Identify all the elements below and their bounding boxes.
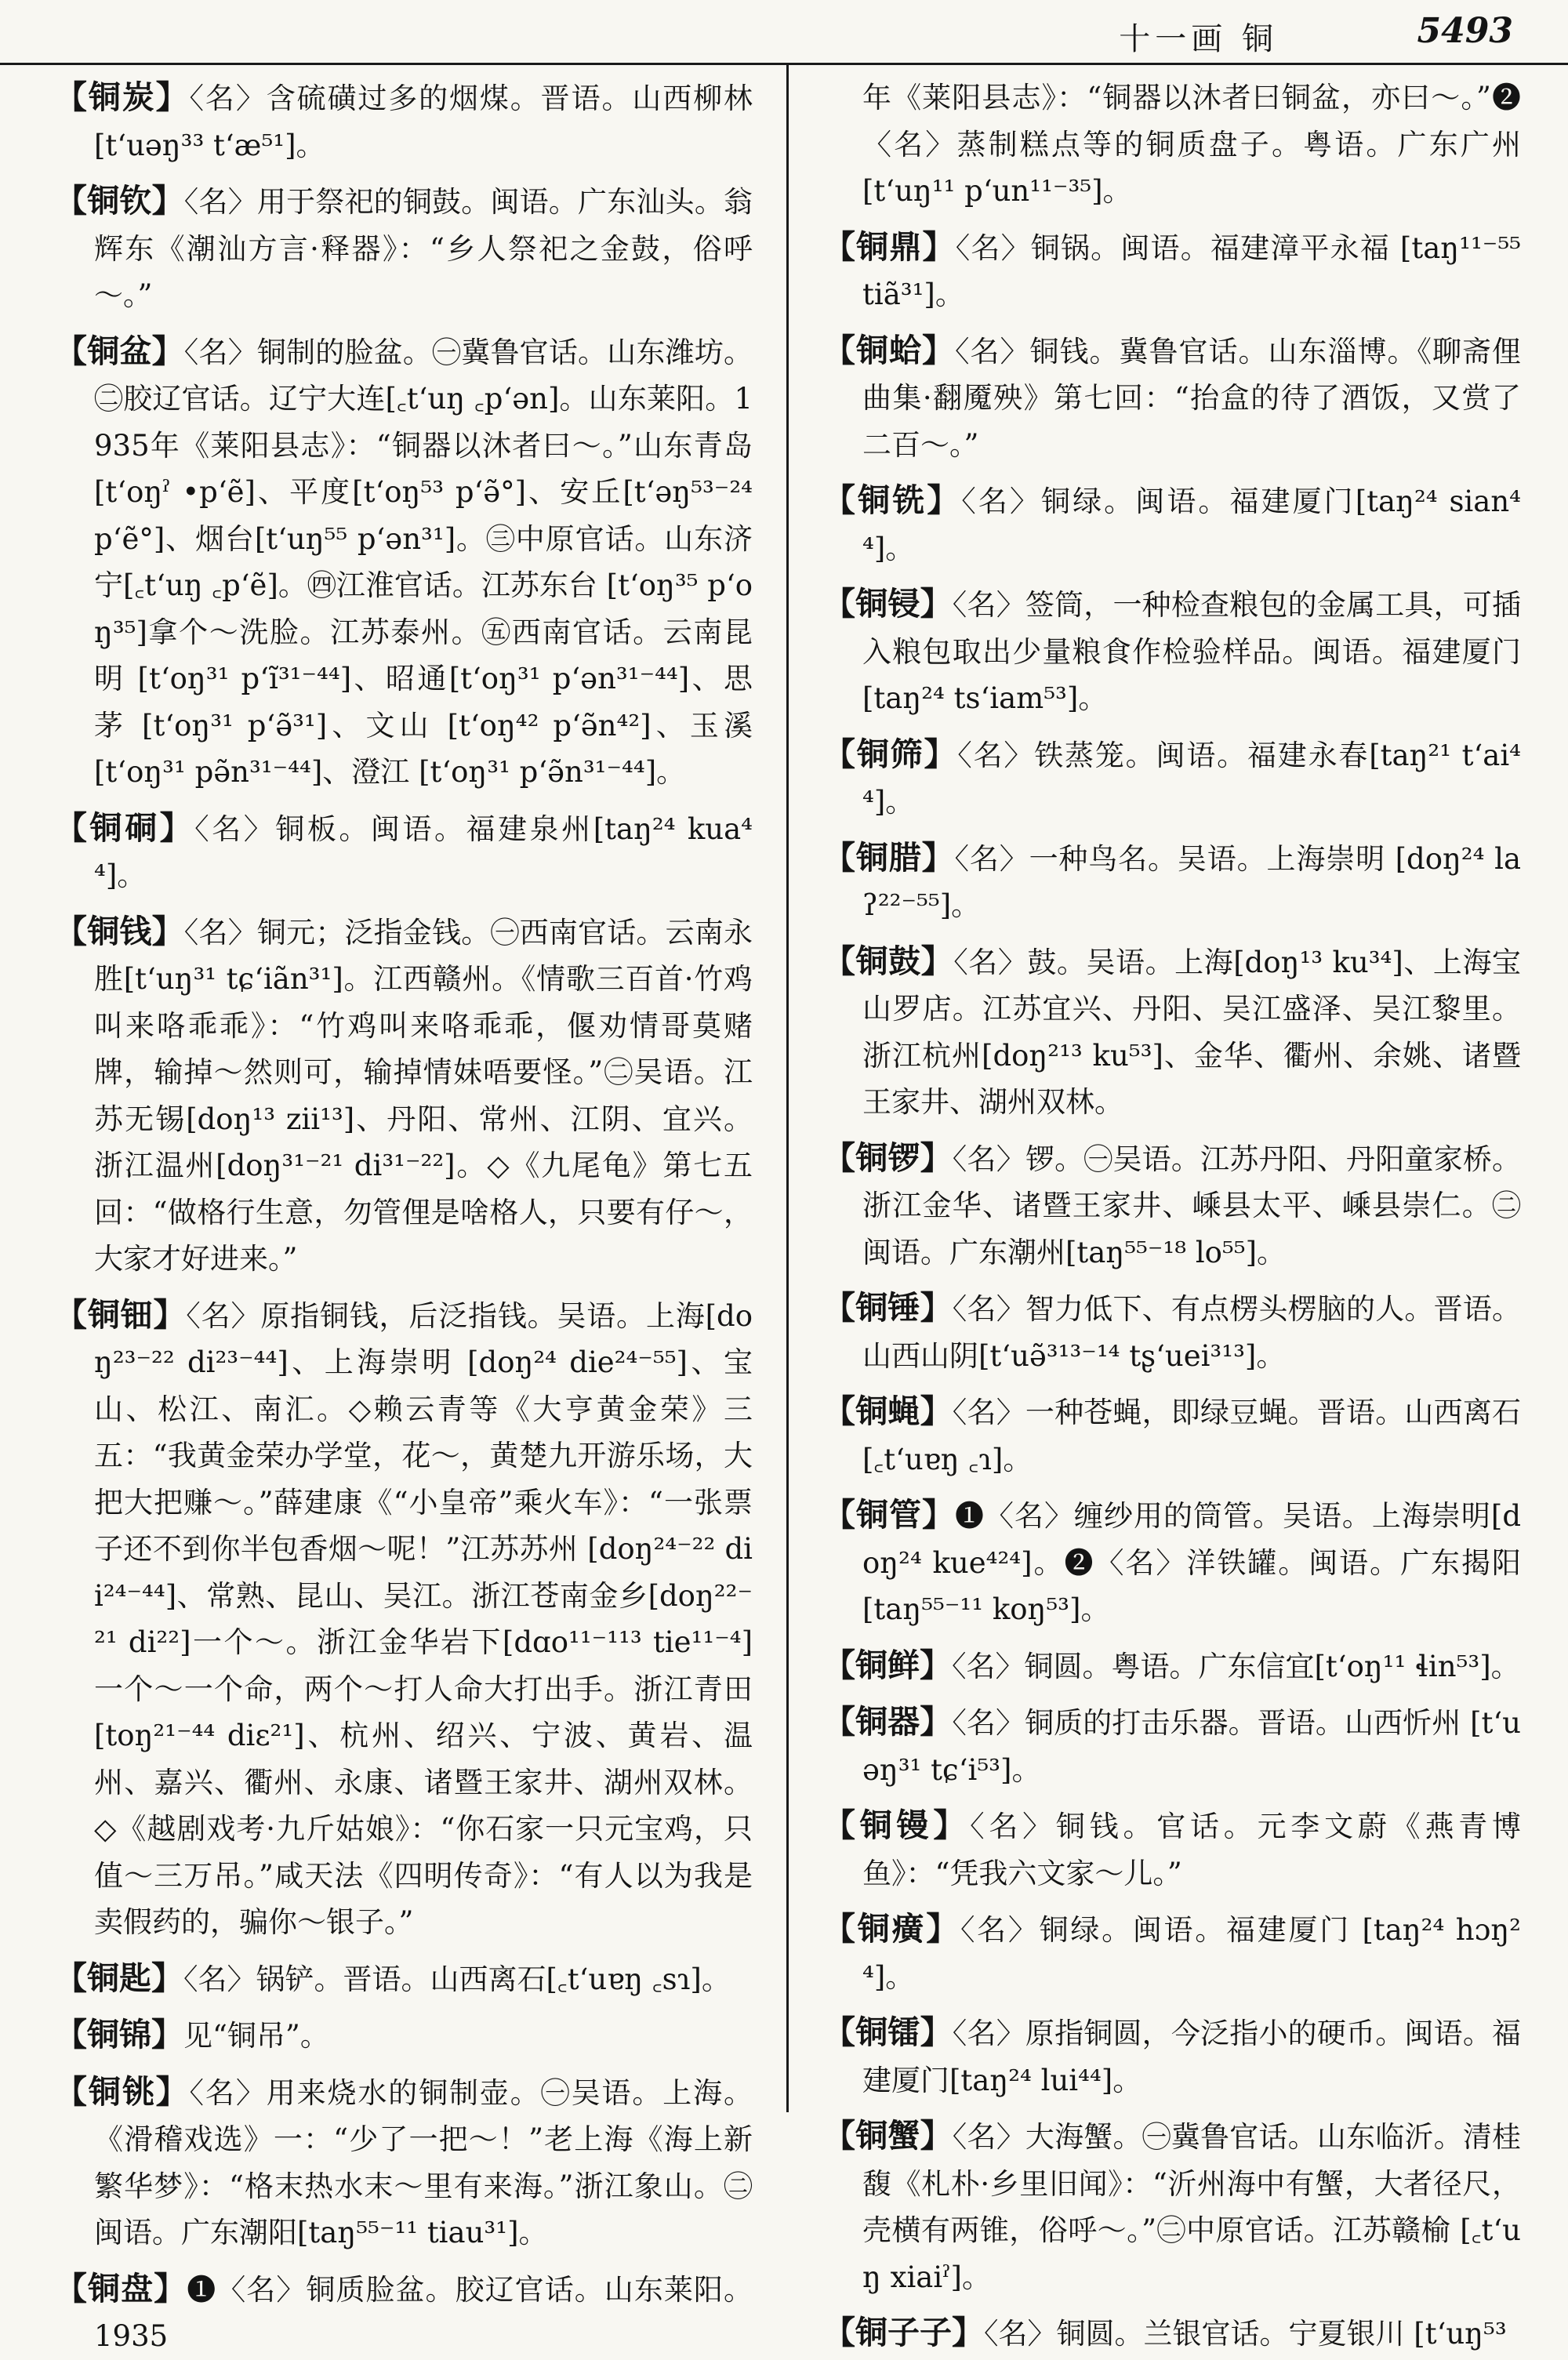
definition: 〈名〉用来烧水的铜制壶。㊀吴语。上海。《滑稽戏选》一：“少了一把～！”老上海《海上新繁华梦》：“格末热水末～里有来海。”浙江象山。㊁闽语。广东潮阳[taŋ⁵⁵⁻¹¹ tiau³¹]。 bbox=[94, 2075, 753, 2249]
headword: 【铜鼓】 bbox=[823, 942, 954, 980]
dictionary-entry bbox=[823, 1135, 1521, 1276]
headword: 【铜筛】 bbox=[823, 735, 958, 773]
page-number: 5493 bbox=[1417, 11, 1513, 51]
headword: 【铜蝇】 bbox=[823, 1392, 953, 1430]
definition: 〈名〉签筒，一种检查粮包的金属工具，可插入粮包取出少量粮食作检验样品。闽语。福建厦门 [taŋ²⁴ ts‘iam⁵³]。 bbox=[862, 588, 1522, 715]
definition: 〈名〉铜元；泛指金钱。㊀西南官话。云南永胜[t‘uŋ³¹ tɕ‘iãn³¹]。江西赣州。《情歌三百首·竹鸡叫来咯乖乖》：“竹鸡叫来咯乖乖，偃劝情哥莫赌牌，输掉～然则可，输掉情妹唔要怪。”㊁吴语。江苏无锡[doŋ¹³ zii¹³]、丹阳、常州、江阴、宜兴。浙江温州[doŋ³¹⁻²¹ di³¹⁻²²]。◇《九尾龟》第七五回：“做格行生意，勿管俚是啥格人，只要有仔～，大家才好进来。” bbox=[94, 915, 753, 1276]
dictionary-entry bbox=[55, 1292, 753, 1946]
definition: 〈名〉铜锅。闽语。福建漳平永福 [taŋ¹¹⁻⁵⁵ tiã³¹]。 bbox=[862, 231, 1521, 311]
definition: 〈名〉一种苍蝇，即绿豆蝇。晋语。山西离石[꜀t‘uɐŋ ꜀ɿ]。 bbox=[862, 1396, 1522, 1476]
dictionary-entry bbox=[823, 1643, 1521, 1690]
headword: 【铜蛤】 bbox=[823, 331, 955, 369]
headword: 【铜锣】 bbox=[823, 1138, 953, 1177]
headword: 【铜钱】 bbox=[55, 912, 184, 950]
left-column bbox=[55, 74, 753, 2353]
definition: 〈名〉铁蒸笼。闽语。福建永春[taŋ²¹ t‘ai⁴⁴]。 bbox=[862, 738, 1522, 819]
headword: 【铜钦】 bbox=[55, 182, 184, 220]
definition: 〈名〉锣。㊀吴语。江苏丹阳、丹阳童家桥。浙江金华、诸暨王家井、嵊县太平、嵊县崇仁。㊁闽语。广东潮州[taŋ⁵⁵⁻¹⁸ lo⁵⁵]。 bbox=[862, 1142, 1522, 1269]
definition: 〈名〉铜圆。粤语。广东信宜[t‘oŋ¹¹ ɬin⁵³]。 bbox=[952, 1649, 1520, 1683]
definition: 〈名〉鼓。吴语。上海[doŋ¹³ ku³⁴]、上海宝山罗店。江苏宜兴、丹阳、吴江盛泽、吴江黎里。浙江杭州[doŋ²¹³ ku⁵³]、金华、衢州、余姚、诸暨王家井、湖州双林。 bbox=[862, 945, 1521, 1119]
dictionary-entry bbox=[823, 2310, 1521, 2358]
dictionary-entry bbox=[823, 477, 1521, 572]
definition: ❶〈名〉缠纱用的筒管。吴语。上海崇明[doŋ²⁴ kue⁴²⁴]。❷〈名〉洋铁罐。闽语。广东揭阳 [taŋ⁵⁵⁻¹¹ koŋ⁵³]。 bbox=[862, 1499, 1522, 1626]
dictionary-entry bbox=[823, 1699, 1521, 1793]
definition: 〈名〉大海蟹。㊀冀鲁官话。山东临沂。清桂馥《札朴·乡里旧闻》：“沂州海中有蟹，大者径尺，壳横有两锥，俗呼～。”㊁中原官话。江苏赣榆 [꜀t‘uŋ xiaiˀ]。 bbox=[862, 2120, 1522, 2294]
headword: 【铜盆】 bbox=[55, 332, 184, 370]
dictionary-entry bbox=[823, 2113, 1521, 2300]
column-divider bbox=[786, 64, 789, 2112]
headword: 【铜锤】 bbox=[823, 1289, 953, 1327]
definition: 〈名〉智力低下、有点楞头楞脑的人。晋语。山西山阴[t‘uə̃³¹³⁻¹⁴ tʂ‘uei³¹³]。 bbox=[862, 1292, 1522, 1373]
headword: 【铜锦】 bbox=[55, 2016, 183, 2053]
definition: 〈名〉铜绿。闽语。福建厦门 [taŋ²⁴ hɔŋ²⁴]。 bbox=[862, 1913, 1522, 1994]
headword: 【铜腊】 bbox=[823, 838, 955, 877]
headword: 【铜锓】 bbox=[823, 585, 953, 623]
headword: 【铜镘】 bbox=[823, 1806, 971, 1844]
dictionary-entry bbox=[55, 805, 753, 899]
right-column bbox=[823, 74, 1522, 2351]
dictionary-entry bbox=[823, 835, 1521, 929]
headword: 【铜钿】 bbox=[55, 1295, 187, 1334]
headword: 【铜硐】 bbox=[55, 808, 195, 847]
dictionary-entry bbox=[823, 1803, 1521, 1897]
headword: 【铜器】 bbox=[823, 1703, 953, 1741]
dictionary-entry bbox=[55, 178, 753, 319]
dictionary-entry bbox=[823, 224, 1521, 318]
dictionary-entry bbox=[823, 1285, 1521, 1379]
headword: 【铜管】 bbox=[823, 1496, 955, 1534]
dictionary-entry bbox=[823, 1492, 1521, 1633]
headword: 【铜铫】 bbox=[55, 2072, 190, 2111]
definition: 〈名〉铜钱。官话。元李文蔚《燕青博鱼》：“凭我六文家～儿。” bbox=[862, 1810, 1522, 1890]
definition: 〈名〉铜质的打击乐器。晋语。山西忻州 [t‘uəŋ³¹ tɕ‘i⁵³]。 bbox=[862, 1706, 1522, 1787]
headword: 【铜铣】 bbox=[823, 481, 962, 519]
definition: 见“铜吊”。 bbox=[183, 2019, 329, 2053]
headword: 【铜蟹】 bbox=[823, 2117, 953, 2155]
dictionary-entry bbox=[55, 909, 753, 1283]
dictionary-entry bbox=[823, 1389, 1521, 1483]
dictionary-entry bbox=[823, 581, 1521, 722]
definition: 〈名〉原指铜钱，后泛指钱。吴语。上海[doŋ²³⁻²² di²³⁻⁴⁴]、上海崇明 [doŋ²⁴ die²⁴⁻⁵⁵]、宝山、松江、南汇。◇赖云青等《大亨黄金荣》三五：“我黄金荣办学堂，花～，黄楚九开游乐场，大把大把赚～。”薛建康《“小皇帝”乘火车》：“一张票子还不到你半包香烟～呢！”江苏苏州 [doŋ²⁴⁻²² dii²⁴⁻⁴⁴]、常熟、昆山、吴江。浙江苍南金乡[doŋ²²⁻²¹ di²²]一个～。浙江金华岩下[dɑo¹¹⁻¹¹³ tie¹¹⁻⁴]一个～一个命，两个～打人命大打出手。浙江青田[toŋ²¹⁻⁴⁴ diɛ²¹]、杭州、绍兴、宁波、黄岩、温州、嘉兴、衢州、永康、诸暨王家井、湖州双林。◇《越剧戏考·九斤姑娘》：“你石家一只元宝鸡，只值～三万吊。”咸天法《四明传奇》：“有人以为我是卖假药的，骗你～银子。” bbox=[94, 1298, 753, 1939]
definition: 〈名〉用于祭祀的铜鼓。闽语。广东汕头。翁辉东《潮汕方言·释器》：“乡人祭祀之金鼓，俗呼～。” bbox=[94, 185, 753, 312]
definition: 〈名〉原指铜圆，今泛指小的硬币。闽语。福建厦门[taŋ²⁴ lui⁴⁴]。 bbox=[862, 2017, 1522, 2097]
dictionary-entry bbox=[823, 328, 1521, 469]
definition: 〈名〉铜圆。兰银官话。宁夏银川 [t‘uŋ⁵³ bbox=[984, 2317, 1507, 2351]
dictionary-entry bbox=[55, 2266, 753, 2360]
page-header bbox=[0, 0, 1568, 65]
headword: 【铜镭】 bbox=[823, 2013, 953, 2051]
dictionary-entry bbox=[823, 939, 1521, 1126]
definition: 〈名〉铜板。闽语。福建泉州[taŋ²⁴ kua⁴⁴]。 bbox=[94, 811, 753, 892]
dictionary-entry bbox=[823, 2010, 1521, 2104]
dictionary-entry bbox=[55, 1955, 753, 2003]
dictionary-entry bbox=[55, 2069, 753, 2257]
dictionary-entry bbox=[823, 1906, 1521, 2000]
definition: 〈名〉一种鸟名。吴语。上海崇明 [doŋ²⁴ laʔ²²⁻⁵⁵]。 bbox=[862, 841, 1521, 922]
dictionary-entry bbox=[823, 732, 1521, 826]
dictionary-entry bbox=[55, 2012, 753, 2060]
headword: 【铜鲜】 bbox=[823, 1646, 952, 1684]
headword: 【铜匙】 bbox=[55, 1959, 183, 1997]
dictionary-entry bbox=[55, 74, 753, 169]
headword: 【铜癀】 bbox=[823, 1910, 960, 1948]
definition: 〈名〉含硫磺过多的烟煤。晋语。山西柳林[t‘uəŋ³³ t‘æ⁵¹]。 bbox=[94, 82, 753, 162]
continued-entry-text: 年《莱阳县志》：“铜器以沐者曰铜盆，亦曰～。”❷〈名〉蒸制糕点等的铜质盘子。粤语。广东广州 [t‘uŋ¹¹ p‘un¹¹⁻³⁵]。 bbox=[862, 81, 1521, 208]
headword: 【铜子子】 bbox=[823, 2314, 984, 2351]
running-header-title: 十一画 铜 bbox=[1119, 21, 1278, 57]
definition: 〈名〉铜钱。冀鲁官话。山东淄博。《聊斋俚曲集·翻魇殃》第七回：“抬盒的待了酒饭，又赏了二百～。” bbox=[862, 334, 1521, 462]
definition: ❶〈名〉铜质脸盆。胶辽官话。山东莱阳。1935 bbox=[94, 2272, 753, 2353]
definition: 〈名〉铜绿。闽语。福建厦门[taŋ²⁴ sian⁴⁴]。 bbox=[862, 485, 1521, 565]
definition: 〈名〉铜制的脸盆。㊀冀鲁官话。山东潍坊。㊁胶辽官话。辽宁大连[꜀t‘uŋ ꜀p‘ən]。山东莱阳。1935年《莱阳县志》：“铜器以沐者曰～。”山东青岛 [t‘oŋˀ •p‘ẽ]、平度[t‘oŋ⁵³ p‘ə̃°]、安丘[t‘əŋ⁵³⁻²⁴ p‘ẽ°]、烟台[t‘uŋ⁵⁵ p‘ən³¹]。㊂中原官话。山东济宁[꜀t‘uŋ ꜀p‘ẽ]。㊃江淮官话。江苏东台 [t‘oŋ³⁵ p‘oŋ³⁵]拿个～洗脸。江苏泰州。㊄西南官话。云南昆明 [t‘oŋ³¹ p‘ĩ³¹⁻⁴⁴]、昭通[t‘oŋ³¹ p‘ən³¹⁻⁴⁴]、思茅 [t‘oŋ³¹ p‘ə̃³¹]、文山 [t‘oŋ⁴² p‘ə̃n⁴²]、玉溪 [t‘oŋ³¹ pə̃n³¹⁻⁴⁴]、澄江 [t‘oŋ³¹ p‘ə̃n³¹⁻⁴⁴]。 bbox=[94, 335, 753, 789]
headword: 【铜盘】 bbox=[55, 2269, 187, 2307]
headword: 【铜鼎】 bbox=[823, 227, 956, 266]
definition: 〈名〉锅铲。晋语。山西离石[꜀t‘uɐŋ ꜀sɿ]。 bbox=[183, 1962, 731, 1996]
dictionary-entry bbox=[55, 329, 753, 796]
headword: 【铜炭】 bbox=[55, 78, 190, 116]
